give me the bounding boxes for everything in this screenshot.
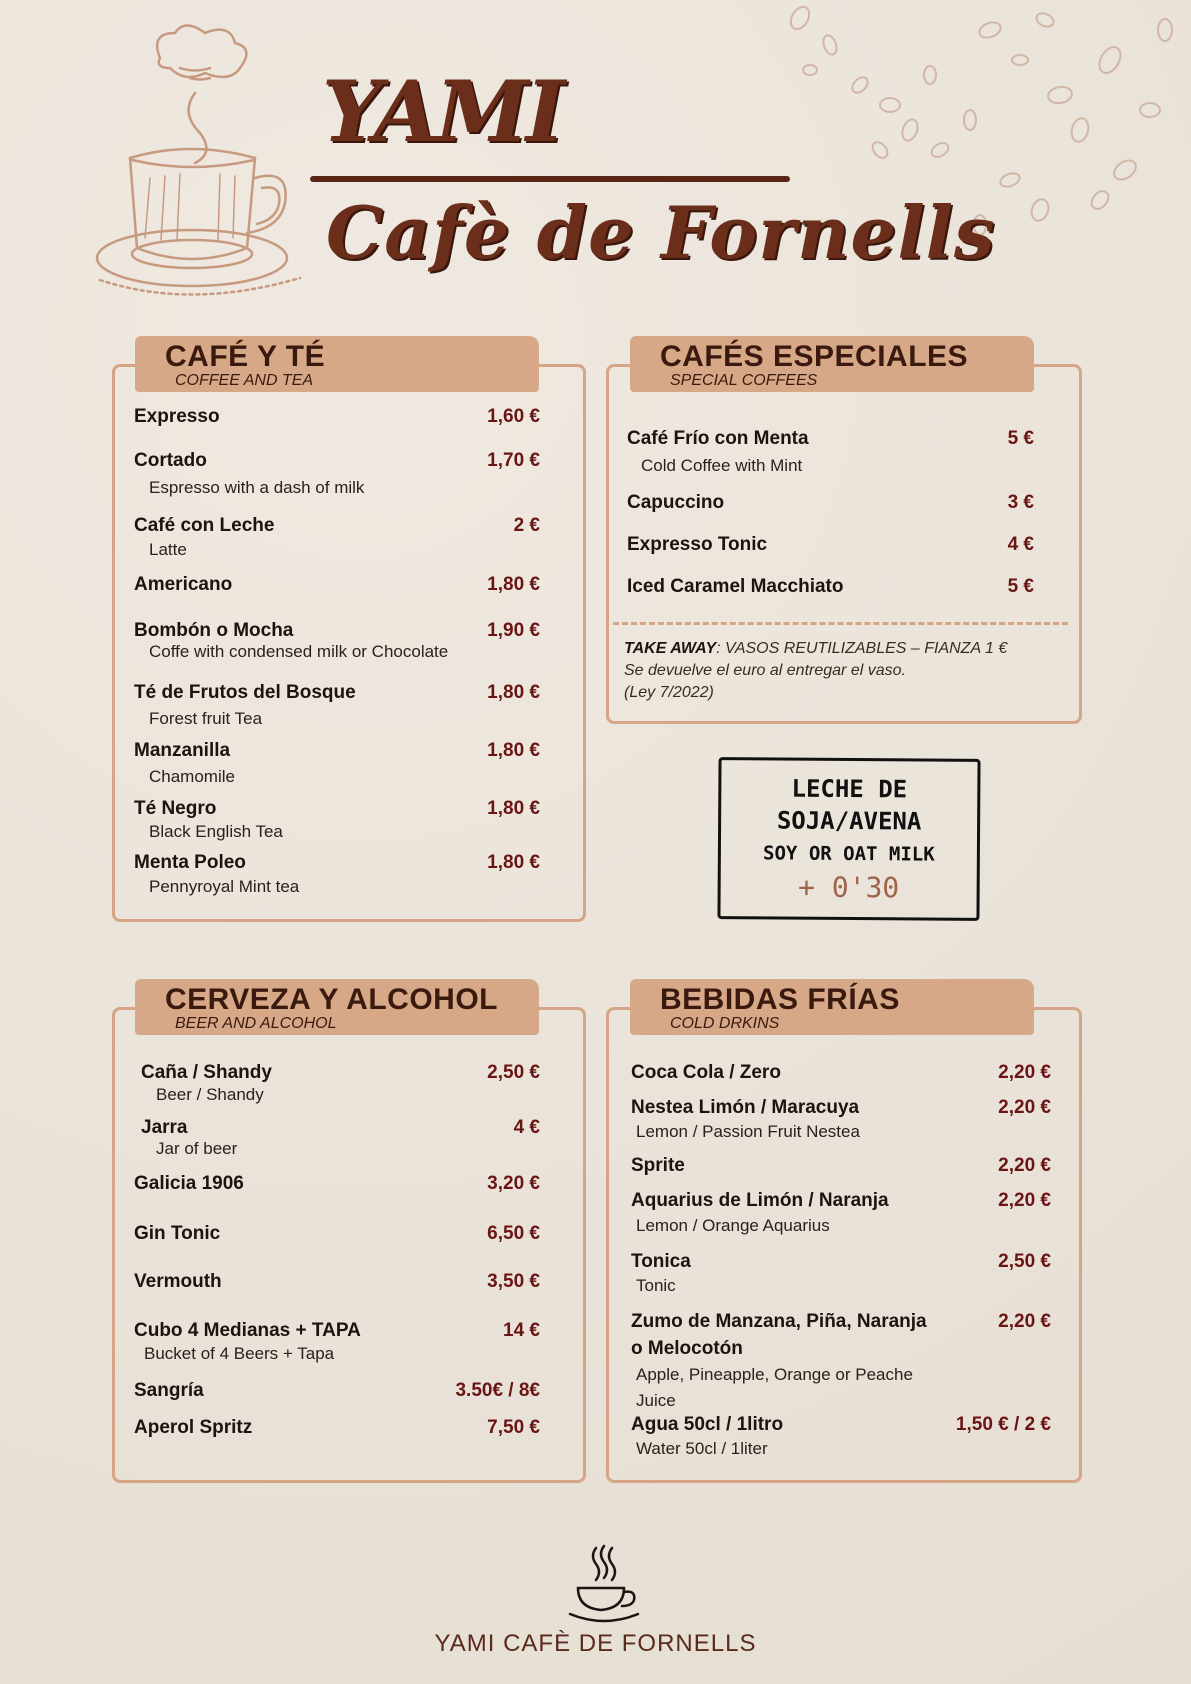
menu-item-price: 1,80 € bbox=[487, 798, 540, 819]
menu-item-name: Café con Leche bbox=[134, 515, 275, 536]
menu-item-description: Beer / Shandy bbox=[156, 1085, 264, 1104]
menu-item-description: Espresso with a dash of milk bbox=[149, 478, 365, 497]
menu-item-price: 1,90 € bbox=[487, 620, 540, 641]
menu-item-price: 4 € bbox=[1007, 534, 1034, 555]
takeaway-law: (Ley 7/2022) bbox=[624, 684, 714, 701]
menu-item-description: Pennyroyal Mint tea bbox=[149, 877, 300, 896]
menu-item-description: Chamomile bbox=[149, 767, 235, 786]
menu-item-description: Juice bbox=[636, 1391, 676, 1410]
menu-item-price: 2,50 € bbox=[487, 1062, 540, 1083]
menu-item-name: Agua 50cl / 1litro bbox=[631, 1414, 784, 1435]
menu-item-name: Iced Caramel Macchiato bbox=[627, 576, 844, 597]
menu-item-name: o Melocotón bbox=[631, 1338, 743, 1359]
menu-item-description: Apple, Pineapple, Orange or Peache bbox=[636, 1365, 913, 1384]
menu-item-price: 5 € bbox=[1007, 428, 1034, 449]
menu-item-description: Bucket of 4 Beers + Tapa bbox=[144, 1344, 335, 1363]
menu-item-price: 5 € bbox=[1007, 576, 1034, 597]
milk-title bbox=[721, 772, 977, 838]
section-cafe-header bbox=[135, 336, 539, 392]
menu-item-name: Té Negro bbox=[134, 798, 217, 819]
menu-item-price: 3.50€ / 8€ bbox=[455, 1380, 540, 1401]
menu-item-name: Bombón o Mocha bbox=[134, 620, 294, 641]
menu-item-name: Gin Tonic bbox=[134, 1223, 221, 1244]
menu-item-name: Cortado bbox=[134, 450, 207, 471]
menu-item-price: 14 € bbox=[503, 1320, 540, 1341]
menu-item-price: 2 € bbox=[513, 515, 540, 536]
menu-item-description: Cold Coffee with Mint bbox=[641, 456, 803, 475]
menu-item-name: Menta Poleo bbox=[134, 852, 246, 873]
milk-line-2: SOJA/AVENA bbox=[776, 806, 922, 836]
menu-item-price: 6,50 € bbox=[487, 1223, 540, 1244]
takeaway-label: TAKE AWAY bbox=[624, 640, 717, 657]
section-title: CERVEZA Y ALCOHOL bbox=[165, 983, 498, 1016]
menu-item-name: Galicia 1906 bbox=[134, 1173, 244, 1194]
section-frias-header bbox=[630, 979, 1034, 1035]
brand-logo-top: YAMI bbox=[322, 62, 563, 161]
menu-item-price: 2,20 € bbox=[998, 1155, 1051, 1176]
menu-item-description: Tonic bbox=[636, 1276, 676, 1295]
takeaway-line: Se devuelve el euro al entregar el vaso. bbox=[624, 662, 906, 679]
menu-item-price: 1,60 € bbox=[487, 406, 540, 427]
milk-price: + 0'30 bbox=[797, 870, 900, 905]
footer-brand: YAMI CAFÈ DE FORNELLS bbox=[434, 1630, 757, 1657]
section-title: BEBIDAS FRÍAS bbox=[660, 983, 900, 1016]
menu-item-description: Forest fruit Tea bbox=[149, 709, 263, 728]
menu-item-description: Coffe with condensed milk or Chocolate bbox=[149, 642, 449, 661]
menu-item-name: Jarra bbox=[141, 1117, 188, 1138]
menu-item-name: Coca Cola / Zero bbox=[631, 1062, 781, 1083]
menu-item-name: Caña / Shandy bbox=[141, 1062, 272, 1083]
brand-logo-name: Cafè de Fornells bbox=[326, 190, 996, 275]
menu-item-name: Vermouth bbox=[134, 1271, 222, 1292]
menu-item-price: 4 € bbox=[513, 1117, 540, 1138]
menu-item-name: Té de Frutos del Bosque bbox=[134, 682, 356, 703]
menu-item-price: 1,50 € / 2 € bbox=[955, 1414, 1051, 1435]
menu-item-name: Capuccino bbox=[627, 492, 725, 513]
menu-item-price: 3,20 € bbox=[487, 1173, 540, 1194]
menu-item-price: 1,70 € bbox=[487, 450, 540, 471]
menu-item-name: Nestea Limón / Maracuya bbox=[631, 1097, 860, 1118]
milk-extra-box bbox=[717, 757, 980, 921]
menu-item-description: Water 50cl / 1liter bbox=[636, 1439, 768, 1458]
brand-divider bbox=[310, 176, 790, 182]
menu-item-name: Expresso bbox=[134, 406, 220, 427]
menu-item-price: 2,50 € bbox=[998, 1251, 1051, 1272]
menu-item-name: Aperol Spritz bbox=[134, 1417, 253, 1438]
section-subtitle: BEER AND ALCOHOL bbox=[175, 1015, 337, 1032]
menu-item-description: Lemon / Passion Fruit Nestea bbox=[636, 1122, 860, 1141]
menu-item-description: Latte bbox=[149, 540, 187, 559]
menu-item-price: 2,20 € bbox=[998, 1190, 1051, 1211]
section-subtitle: COLD DRKINS bbox=[670, 1015, 780, 1032]
menu-item-price: 1,80 € bbox=[487, 682, 540, 703]
menu-item-name: Zumo de Manzana, Piña, Naranja bbox=[631, 1311, 927, 1332]
takeaway-text: : VASOS REUTILIZABLES – FIANZA 1 € bbox=[716, 640, 1008, 657]
menu-item-price: 7,50 € bbox=[487, 1417, 540, 1438]
milk-subtitle: SOY OR OAT MILK bbox=[763, 842, 935, 866]
menu-item-name: Sprite bbox=[631, 1155, 685, 1176]
menu-item-price: 3 € bbox=[1007, 492, 1034, 513]
menu-item-name: Expresso Tonic bbox=[627, 534, 768, 555]
dashed-divider bbox=[613, 622, 1068, 625]
section-subtitle: COFFEE AND TEA bbox=[175, 372, 314, 389]
menu-item-price: 1,80 € bbox=[487, 574, 540, 595]
menu-item-price: 2,20 € bbox=[998, 1097, 1051, 1118]
menu-item-name: Cubo 4 Medianas + TAPA bbox=[134, 1320, 361, 1341]
menu-item-name: Americano bbox=[134, 574, 233, 595]
coffee-cup-icon bbox=[566, 1544, 642, 1626]
section-title: CAFÉS ESPECIALES bbox=[660, 340, 969, 373]
menu-item-price: 3,50 € bbox=[487, 1271, 540, 1292]
menu-item-name: Tonica bbox=[631, 1251, 691, 1272]
section-especiales-header bbox=[630, 336, 1034, 392]
milk-line-1: LECHE DE bbox=[791, 774, 908, 804]
menu-item-name: Manzanilla bbox=[134, 740, 231, 761]
coffee-cup-illustration bbox=[80, 18, 320, 318]
menu-item-price: 1,80 € bbox=[487, 852, 540, 873]
menu-item-description: Black English Tea bbox=[149, 822, 283, 841]
section-title: CAFÉ Y TÉ bbox=[165, 340, 326, 373]
menu-item-name: Aquarius de Limón / Naranja bbox=[631, 1190, 889, 1211]
menu-item-price: 2,20 € bbox=[998, 1311, 1051, 1332]
section-subtitle: SPECIAL COFFEES bbox=[670, 372, 818, 389]
menu-item-description: Lemon / Orange Aquarius bbox=[636, 1216, 830, 1235]
menu-item-description: Jar of beer bbox=[156, 1139, 238, 1158]
menu-item-name: Sangría bbox=[134, 1380, 204, 1401]
menu-item-price: 2,20 € bbox=[998, 1062, 1051, 1083]
menu-item-price: 1,80 € bbox=[487, 740, 540, 761]
takeaway-note bbox=[624, 638, 1064, 704]
menu-item-name: Café Frío con Menta bbox=[627, 428, 809, 449]
section-alcohol-header bbox=[135, 979, 539, 1035]
